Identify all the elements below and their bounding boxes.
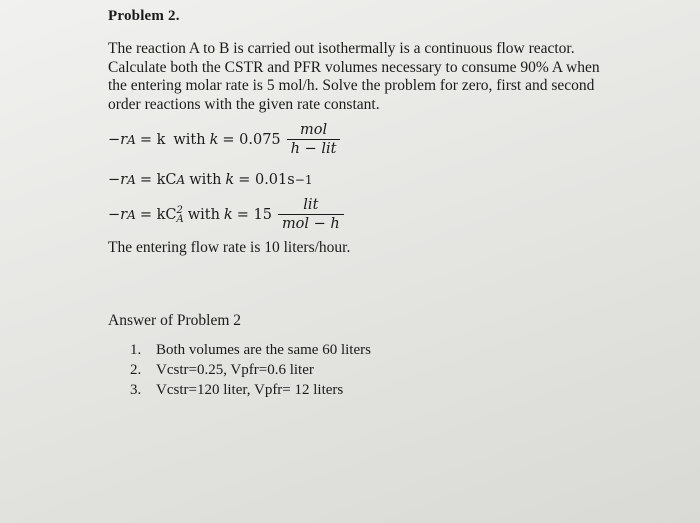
rate-constant-units: $\frac{\text{mol}}{\text{h − lit}}$: [287, 122, 341, 157]
rate-equation-zero-order: −r A = k with k = 0.075 $\frac{\text{mol}}{\text{h − lit}}$: [108, 122, 340, 157]
rate-constant-units: $\frac{\text{lit}}{\text{mol − h}}$: [278, 197, 344, 232]
statement-line: the entering molar rate is 5 mol/h. Solve the problem for zero, first and second: [108, 77, 595, 94]
list-item: 3. Vcstr=120 liter, Vpfr= 12 liters: [130, 382, 344, 398]
problem-statement: [108, 40, 668, 114]
statement-line: Calculate both the CSTR and PFR volumes necessary to consume 90% A when: [108, 58, 600, 76]
list-item: 1. Both volumes are the same 60 liters: [130, 342, 371, 358]
answer-title: Answer of Problem 2: [108, 312, 242, 329]
list-item: 2. Vcstr=0.25, Vpfr=0.6 liter: [130, 362, 314, 378]
problem-title: Problem 2.: [108, 8, 180, 24]
statement-line: order reactions with the given rate constant.: [108, 95, 380, 113]
rate-equation-second-order: −r A = kC 2 A with k = 15 $\frac{\text{lit}}{\text{mol − h}}$: [108, 197, 344, 232]
answer-list: [130, 340, 371, 400]
flow-rate-statement: The entering flow rate is 10 liters/hour.: [108, 239, 351, 256]
rate-equation-first-order: −r A = kC A with k = 0.01s −1: [108, 172, 313, 188]
statement-line: The reaction A to B is carried out isothermally is a continuous flow reactor.: [108, 40, 575, 57]
